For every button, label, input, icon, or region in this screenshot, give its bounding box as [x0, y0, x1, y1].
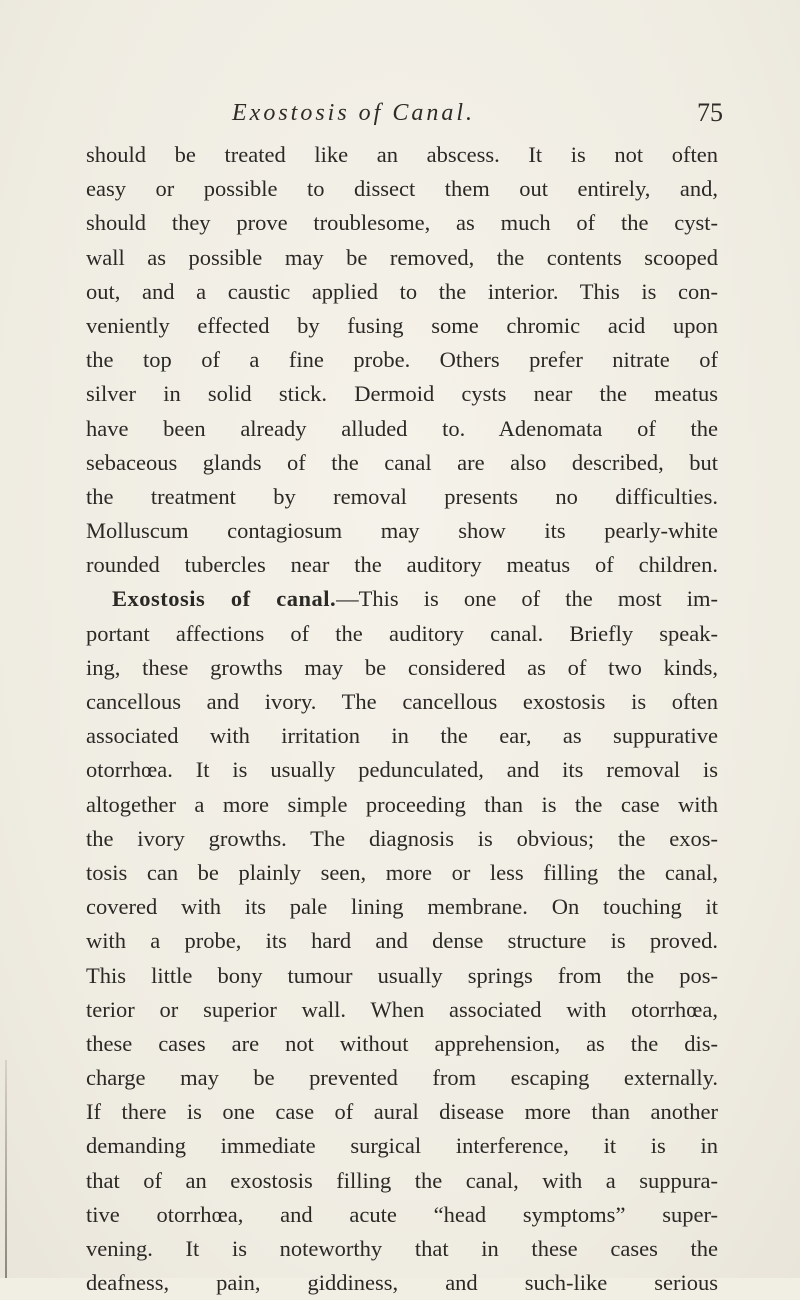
text-line: charge may be prevented from escaping externally. — [86, 1065, 718, 1091]
text-line: demanding immediate surgical interference, it is in — [86, 1133, 718, 1159]
text-line: associated with irritation in the ear, as suppurative — [86, 723, 718, 749]
text-line: tosis can be plainly seen, more or less filling the canal, — [86, 859, 718, 885]
section-heading: Exostosis of canal. — [112, 586, 337, 612]
text-line: the ivory growths. The diagnosis is obvious; the exos- — [86, 825, 718, 851]
text-line: the top of a fine probe. Others prefer nitrate of — [86, 347, 718, 373]
text-line: deafness, pain, giddiness, and such-like serious — [86, 1270, 718, 1296]
body-text — [86, 138, 718, 1300]
text-line: with a probe, its hard and dense structure is proved. — [86, 928, 718, 954]
running-title: Exostosis of Canal. — [232, 100, 476, 126]
text-line: vening. It is noteworthy that in these cases the — [86, 1236, 718, 1261]
page-edge-shadow — [5, 1060, 7, 1278]
page-number: 75 — [697, 98, 723, 127]
text-line: altogether a more simple proceeding than is the case with — [86, 791, 718, 817]
text-line: If there is one case of aural disease more than another — [86, 1099, 718, 1125]
text-line: otorrhœa. It is usually pedunculated, and its removal is — [86, 757, 718, 783]
text-line: This little bony tumour usually springs from the pos- — [86, 962, 718, 988]
text-line: covered with its pale lining membrane. On touching it — [86, 894, 718, 920]
text-line: have been already alluded to. Adenomata of the — [86, 415, 718, 441]
text-line: should be treated like an abscess. It is not often — [86, 142, 718, 167]
text-line: terior or superior wall. When associated with otorrhœa, — [86, 996, 718, 1022]
text-line: easy or possible to dissect them out entirely, and, — [86, 176, 718, 202]
text-line: wall as possible may be removed, the contents scooped — [86, 244, 718, 270]
text-line: Molluscum contagiosum may show its pearly-white — [86, 518, 718, 544]
text-line: ing, these growths may be considered as of two kinds, — [86, 654, 718, 680]
text-line: should they prove troublesome, as much of the cyst- — [86, 210, 718, 236]
text-line: veniently effected by fusing some chromic acid upon — [86, 312, 718, 338]
text-line: sebaceous glands of the canal are also described, but — [86, 449, 718, 475]
text-line: portant affections of the auditory canal. Briefly speak- — [86, 620, 718, 646]
text-line: cancellous and ivory. The cancellous exostosis is often — [86, 689, 718, 714]
text-line: the treatment by removal presents no difficulties. — [86, 483, 718, 509]
text-line: silver in solid stick. Dermoid cysts near the meatus — [86, 381, 718, 407]
text-line: that of an exostosis filling the canal, with a suppura- — [86, 1167, 718, 1193]
text-line: tive otorrhœa, and acute “head symptoms” super- — [86, 1201, 718, 1227]
text-line: rounded tubercles near the auditory meatus of children. — [86, 552, 718, 578]
section-first-line — [86, 582, 718, 616]
text-line: out, and a caustic applied to the interior. This is con- — [86, 278, 718, 304]
section-first-line-text: —This is one of the most im- — [336, 586, 718, 612]
text-line: these cases are not without apprehension, as the dis- — [86, 1030, 718, 1056]
running-head — [0, 94, 800, 134]
